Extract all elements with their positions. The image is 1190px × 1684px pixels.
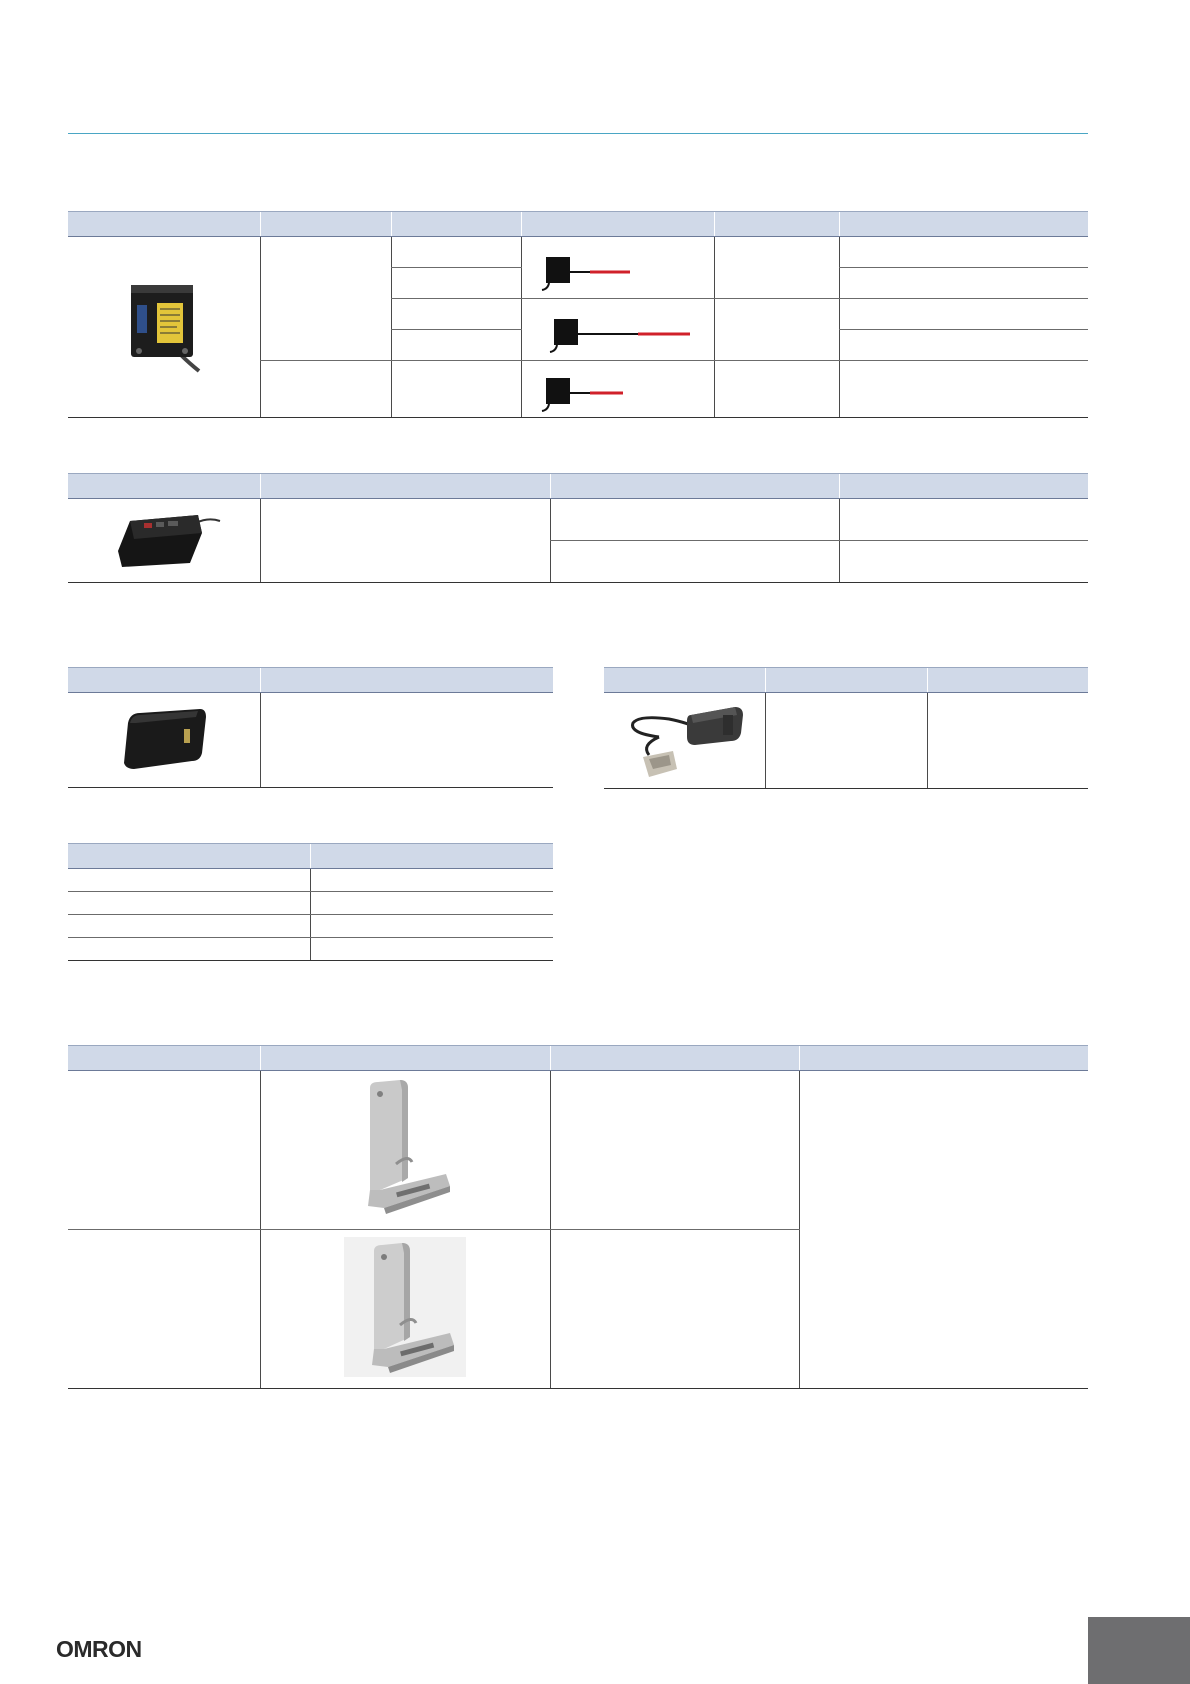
table-cell: [68, 1230, 260, 1389]
table-cell: [927, 693, 1088, 789]
side-tab: [1088, 1617, 1190, 1684]
sensor-head-image-cell: [68, 237, 260, 418]
table-cell: [68, 915, 310, 938]
calculating-unit-table: [68, 667, 553, 788]
table-cell: [550, 1071, 799, 1230]
table-header-cell: [714, 212, 839, 237]
table-cell: [714, 237, 839, 299]
sensor-head-table: [68, 211, 1088, 418]
cable-length-icon: [528, 305, 708, 355]
table-header-cell: [310, 844, 553, 869]
table-cell: [68, 892, 310, 915]
calculating-unit-image-cell: [68, 693, 260, 788]
table-cell: [714, 299, 839, 361]
cable-icon-cell: [521, 361, 714, 418]
table-header-cell: [927, 668, 1088, 693]
table-cell: [310, 938, 553, 961]
cable-icon-cell: [521, 299, 714, 361]
table-header-cell: [68, 212, 260, 237]
table-cell: [765, 693, 927, 789]
table-header-cell: [550, 1046, 799, 1071]
table-cell: [839, 237, 1088, 268]
table-header-cell: [260, 212, 391, 237]
table-cell: [260, 361, 391, 418]
table-header-cell: [391, 212, 521, 237]
table-cell: [260, 237, 391, 361]
bracket-image-cell: [260, 1071, 550, 1230]
table-header-cell: [260, 1046, 550, 1071]
table-cell: [391, 361, 521, 418]
table-cell: [550, 541, 839, 583]
table-header-cell: [765, 668, 927, 693]
table-cell: [68, 869, 310, 892]
rs232c-interface-unit-photo: [619, 693, 749, 783]
table-header-cell: [799, 1046, 1088, 1071]
table-cell: [839, 330, 1088, 361]
sensor-head-photo: [119, 275, 209, 375]
table-cell: [391, 330, 521, 361]
table-cell: [310, 915, 553, 938]
bracket-image-cell: [260, 1230, 550, 1389]
table-cell: [391, 237, 521, 268]
table-header-cell: [68, 668, 260, 693]
table-cell: [68, 938, 310, 961]
table-header-cell: [260, 668, 553, 693]
table-cell: [260, 693, 553, 788]
interface-unit-table: [604, 667, 1088, 789]
table-cell: [550, 1230, 799, 1389]
table-cell: [839, 361, 1088, 418]
omron-logo: OMRON: [56, 1636, 142, 1662]
table-cell: [260, 499, 550, 583]
mounting-bracket-table: [68, 1045, 1088, 1389]
table-header-cell: [68, 474, 260, 499]
amplifier-unit-photo: [104, 503, 224, 573]
top-rule: [68, 133, 1088, 134]
table-header-cell: [839, 212, 1088, 237]
table-cell: [714, 361, 839, 418]
table-cell: [68, 1071, 260, 1230]
table-cell: [310, 869, 553, 892]
table-cell: [839, 299, 1088, 330]
amplifier-image-cell: [68, 499, 260, 583]
table-header-cell: [68, 1046, 260, 1071]
calculating-unit-photo: [114, 703, 214, 773]
cable-table: [68, 843, 553, 961]
l-bracket-photo: [350, 1078, 460, 1218]
cable-length-icon: [528, 364, 708, 414]
cable-icon-cell: [521, 237, 714, 299]
table-cell: [550, 499, 839, 541]
table-cell: [799, 1071, 1088, 1389]
table-header-cell: [550, 474, 839, 499]
table-cell: [839, 541, 1088, 583]
table-cell: [310, 892, 553, 915]
table-header-cell: [260, 474, 550, 499]
table-header-cell: [839, 474, 1088, 499]
table-cell: [839, 499, 1088, 541]
cable-length-icon: [528, 243, 708, 293]
l-bracket-photo: [344, 1237, 466, 1377]
table-header-cell: [604, 668, 765, 693]
amplifier-table: [68, 473, 1088, 583]
table-cell: [391, 299, 521, 330]
table-cell: [839, 268, 1088, 299]
table-header-cell: [68, 844, 310, 869]
table-cell: [391, 268, 521, 299]
table-header-cell: [521, 212, 714, 237]
interface-unit-image-cell: [604, 693, 765, 789]
